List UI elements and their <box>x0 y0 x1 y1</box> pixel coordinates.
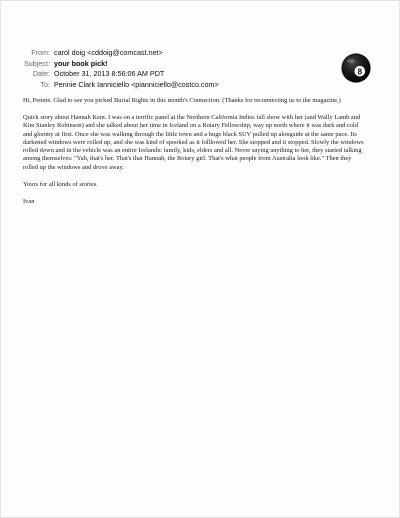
story-paragraph: Quick story about Hannah Kent. I was on a terrific panel at the Northern California Indies fall show with her (and Wally Lamb and Kim Stanley Robinson) and she talked about her time in Iceland on a Rotary Fellowship, way up north where it was dark and cold and gloomy at first. Once she was walking through the little town and a huge black SUV pulled up alongside at the same pace. Its darkened windows were rolled up, and she was kind of spooked as it folllowed her. She stopped and it stopped. Slowly the windows rolled down and in the vehicle was an entire Icelandic family, kids, elders and all. Never saying anything to her, they started talking among themselves: "Yah, that's her. That's that Hannah, the Rotary girl. That's what people from Australia look like." Then they rolled up the windows and drove away. <box>23 113 364 171</box>
from-label: From: <box>31 48 50 57</box>
email-body <box>23 97 367 215</box>
closing-line: Yours for all kinds of stories. <box>23 180 98 188</box>
from-value: carol doig <cddoig@comcast.net> <box>54 48 163 57</box>
date-value: October 31, 2013 8:56:06 AM PDT <box>54 69 165 79</box>
sender-avatar <box>341 53 371 83</box>
header-date-row <box>1 69 331 80</box>
eight-ball-icon <box>341 53 371 83</box>
header-from-row <box>1 48 331 59</box>
email-header <box>1 48 331 90</box>
header-subject-row <box>1 59 331 70</box>
subject-value: your book pick! <box>54 58 108 68</box>
to-value: Pennie Clark Ianniciello <pianniciello@costco.com> <box>54 79 219 89</box>
signature: Ivan <box>23 197 35 205</box>
header-to-row <box>1 80 331 91</box>
subject-label: Subject: <box>24 58 50 68</box>
eight-ball-number: 8 <box>357 67 363 77</box>
date-label: Date: <box>32 69 50 79</box>
greeting-paragraph: Hi, Pennie. Glad to see you picked Burial Rights in this month's Connection. (Thanks for reconnecting us to the magazine.) <box>23 97 341 104</box>
to-label: To: <box>40 79 50 89</box>
